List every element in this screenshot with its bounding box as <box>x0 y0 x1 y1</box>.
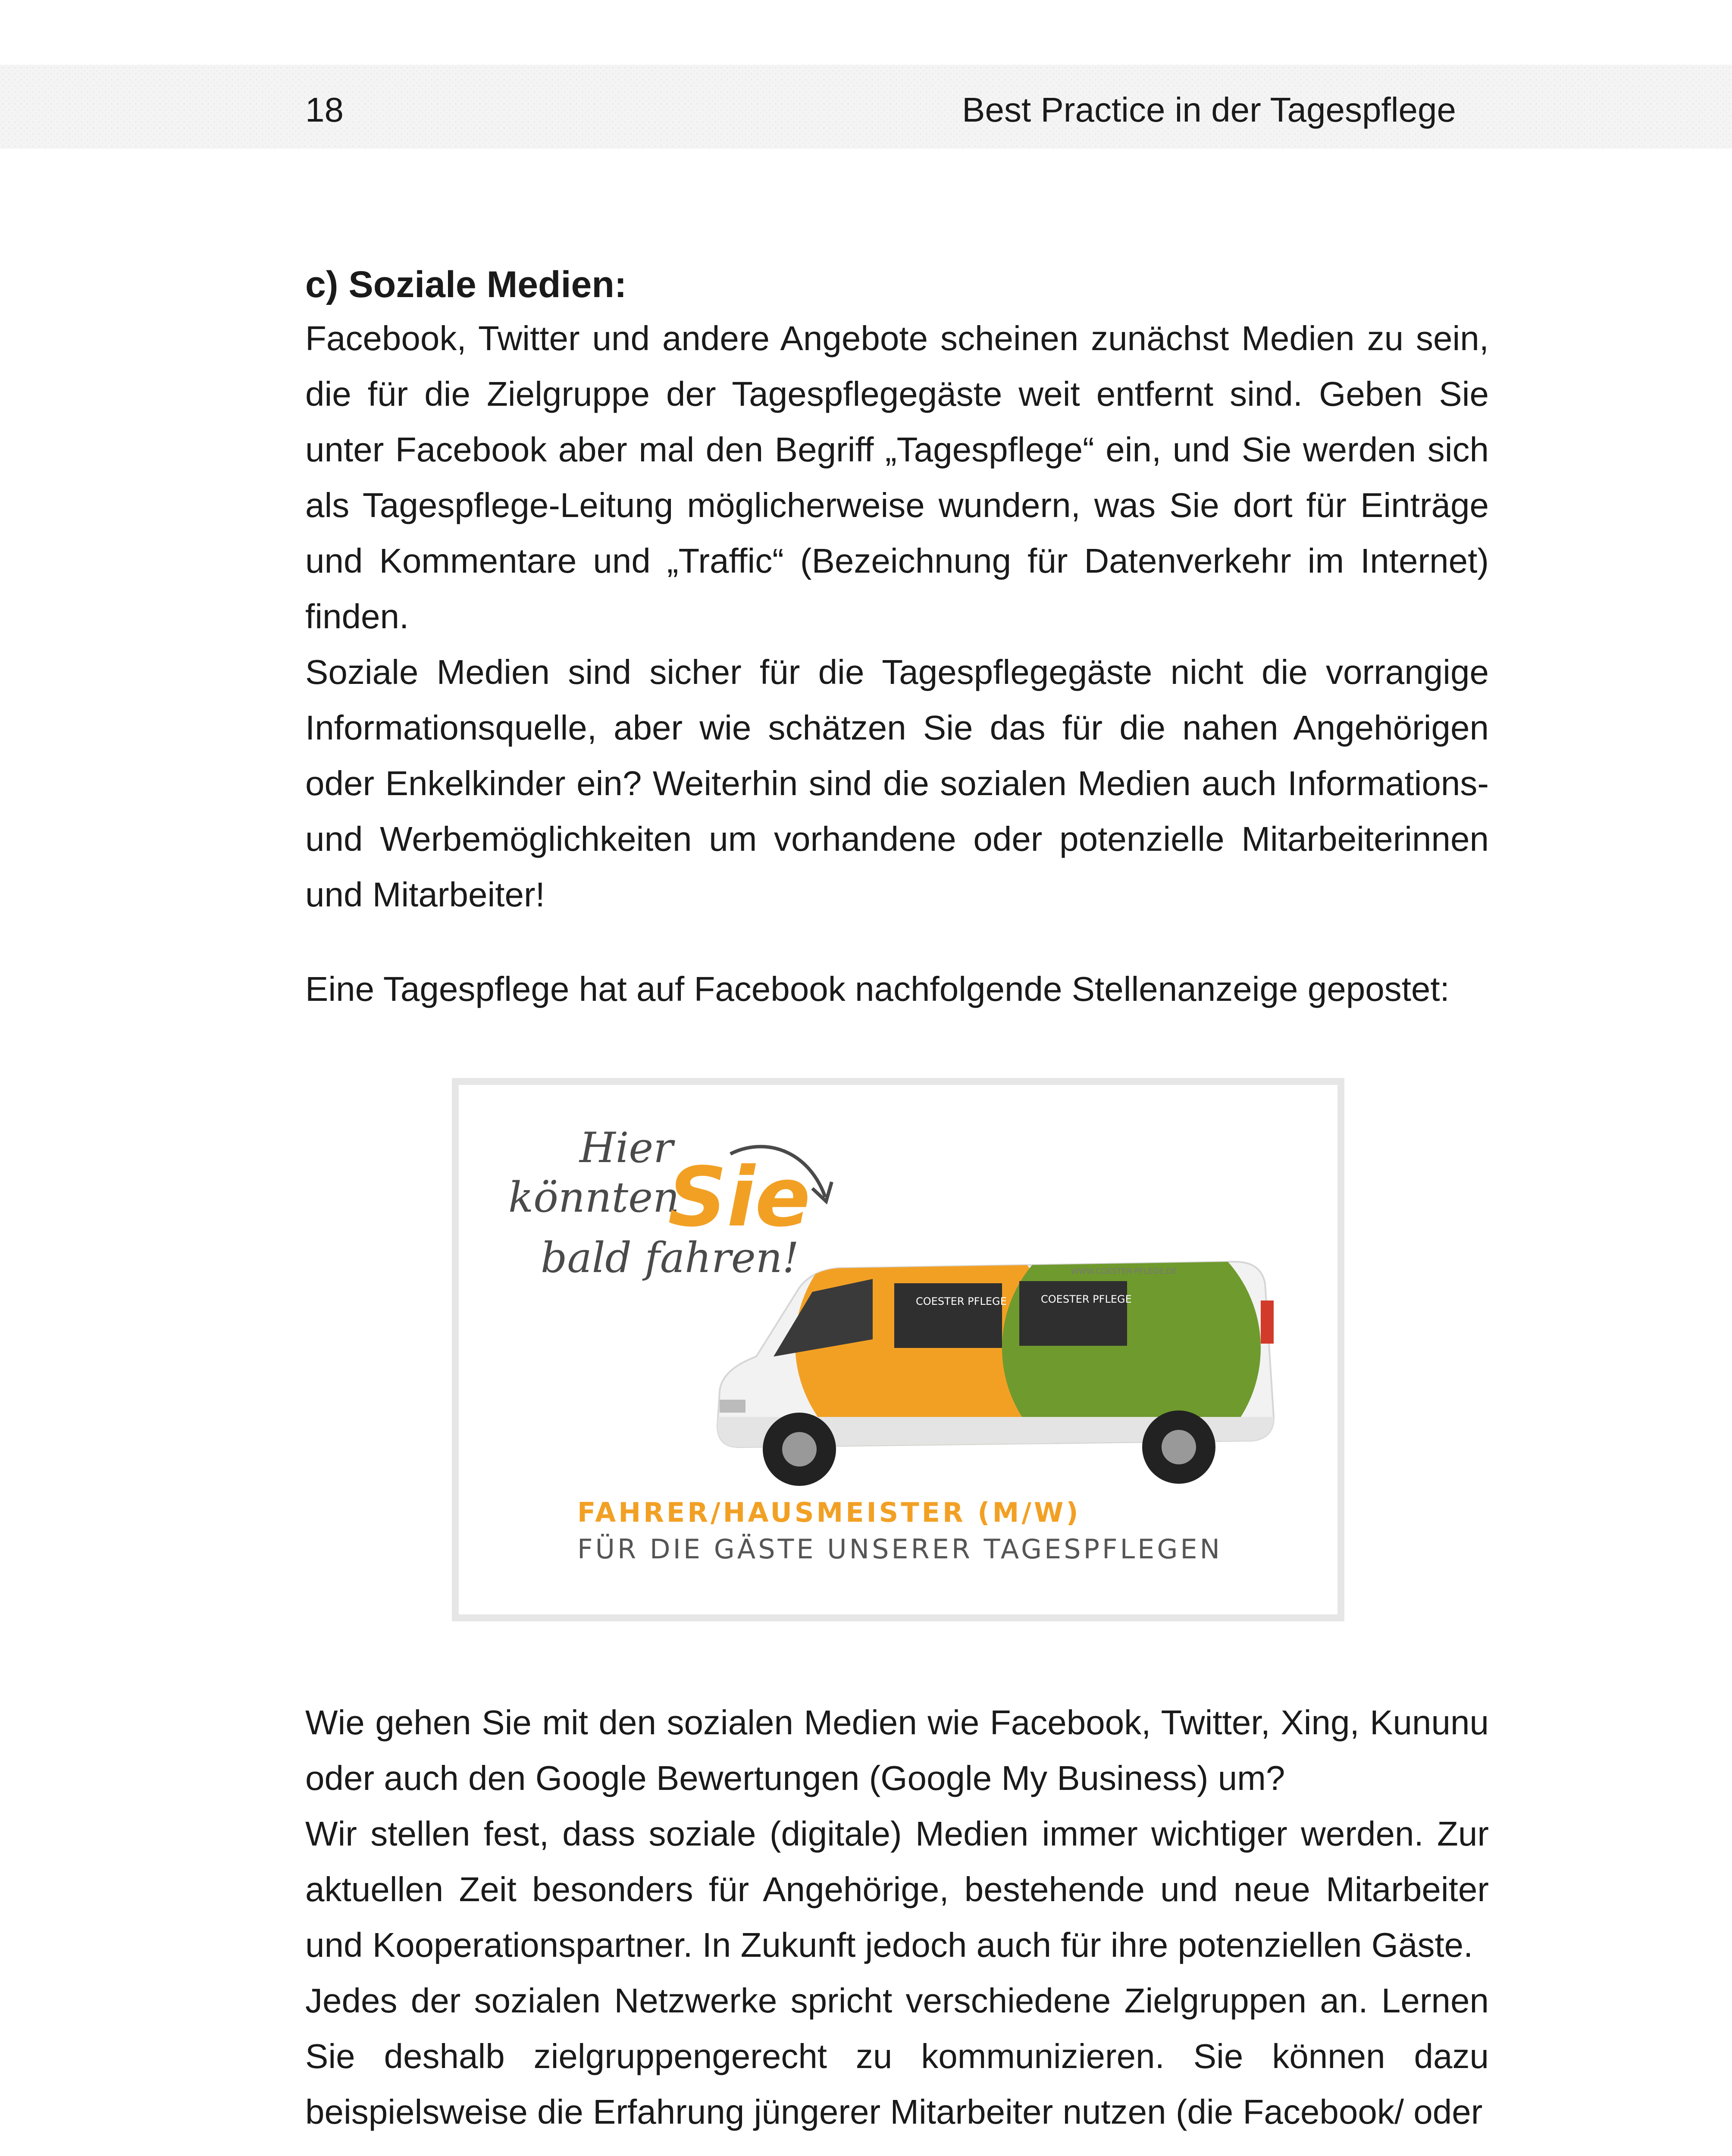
van-logo-left: COESTER PFLEGE <box>916 1295 1007 1307</box>
paragraph: Soziale Medien sind sicher für die Tagespflegegäste nicht die vorrangige Informationsquelle, aber wie schätzen Sie das für die nahen Angehörigen oder Enkelkinder ein? Weiterhin sind die sozialen Medien auch Informations- und Werbemöglichkeiten um vorhandene oder potenzielle Mitarbeiterinnen und Mitarbeiter! <box>305 653 1489 914</box>
section-bottom <box>305 1695 1489 2140</box>
section-heading: c) Soziale Medien: <box>305 264 627 305</box>
running-title: Best Practice in der Tagespflege <box>962 91 1456 129</box>
page-number: 18 <box>305 91 344 129</box>
van-illustration <box>700 1214 1304 1490</box>
ad-text-sie: Sie <box>668 1150 811 1245</box>
ad-text-line3: bald fahren! <box>541 1234 799 1282</box>
paragraph: Wir stellen fest, dass soziale (digitale) Medien immer wichtiger werden. Zur aktuellen Zeit besonders für Angehörige, bestehende und neue Mitarbeiter und Kooperationspartner. In Zukunft jedoch auch für ihre potenziellen Gäste. <box>305 1814 1489 1964</box>
paragraph: Jedes der sozialen Netzwerke spricht verschiedene Zielgruppen an. Lernen Sie deshalb zielgruppengerecht zu kommunizieren. Sie können dazu beispielsweise die Erfahrung jüngerer Mitarbeiter nutzen (die Facebook/ oder <box>305 1981 1489 2131</box>
paragraph: Eine Tagespflege hat auf Facebook nachfolgende Stellenanzeige gepostet: <box>305 970 1450 1008</box>
job-ad-image <box>452 1078 1344 1621</box>
ad-text-line2: könnten <box>508 1173 680 1222</box>
van-logo-right: COESTER PFLEGE <box>1041 1293 1132 1305</box>
paragraph: Facebook, Twitter und andere Angebote scheinen zunächst Medien zu sein, die für die Zielgruppe der Tagespflegegäste weit entfernt sind. Geben Sie unter Facebook aber mal den Begriff „Tagespflege“ ein, und Sie werden sich als Tagespflege-Leitung möglicherweise wundern, was Sie dort für Einträge und Kommentare und „Traffic“ (Bezeichnung für Datenverkehr im Internet) finden. <box>305 319 1489 636</box>
job-title: FAHRER/HAUSMEISTER (M/W) <box>577 1497 1081 1528</box>
paragraph: Wie gehen Sie mit den sozialen Medien wie Facebook, Twitter, Xing, Kununu oder auch den Google Bewertungen (Google My Business) um? <box>305 1703 1489 1797</box>
arrow-icon <box>726 1137 838 1223</box>
ad-text-line1: Hier <box>579 1124 673 1172</box>
page-header <box>0 65 1732 149</box>
job-subtitle: FÜR DIE GÄSTE UNSERER TAGESPFLEGEN <box>577 1533 1222 1565</box>
section-top <box>305 259 1489 1017</box>
van-url: WWW.COESTER-PFLEGE.DE <box>1071 1267 1178 1276</box>
